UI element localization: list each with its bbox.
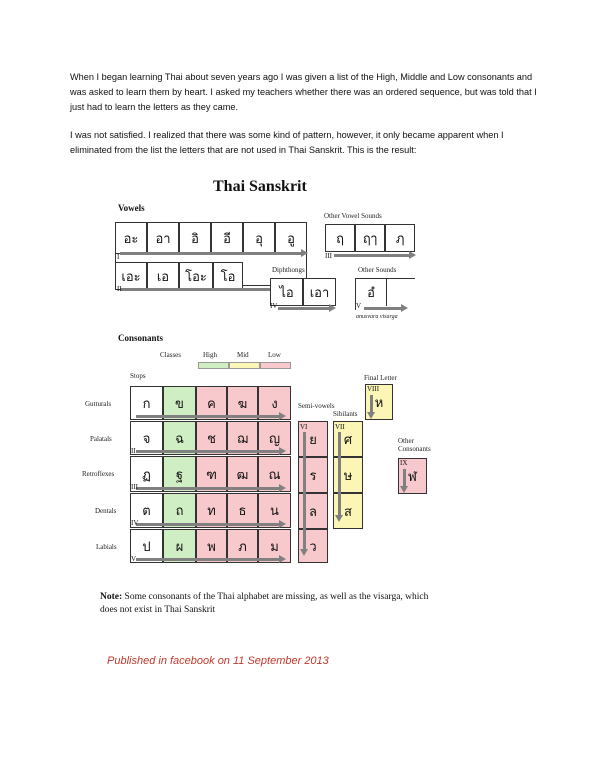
high-swatch (198, 362, 229, 369)
consonant-cell: ญ (258, 421, 291, 455)
row-label-retroflexes: Retroflexes (82, 470, 115, 478)
consonant-cell: ถ (163, 493, 196, 528)
note-label: Note: (100, 592, 123, 602)
low-class-label: Low (268, 351, 281, 359)
consonant-row-numeral: V (131, 555, 137, 563)
consonant-row-arrow (136, 487, 280, 490)
vowel-cell: อี (211, 222, 243, 254)
sibilants-arrow (338, 432, 341, 516)
other-vowel-numeral: III (325, 252, 332, 260)
semi-vowels-arrow (303, 432, 306, 550)
vowel-cell: เอะ (115, 262, 147, 290)
other-sounds-label: Other Sounds (358, 266, 397, 274)
consonant-cell: ธ (227, 493, 258, 528)
vowel-row1-arrow (120, 252, 302, 255)
consonant-cell: ง (258, 386, 291, 420)
sibilant-cell: ศ (333, 421, 363, 457)
consonant-cell: ฉ (163, 421, 196, 455)
mid-swatch (229, 362, 260, 369)
diphthong-numeral: IV (270, 302, 278, 310)
mid-class-label: Mid (237, 351, 249, 359)
final-letter-numeral: VIII (367, 385, 380, 393)
vowel-cell: โอะ (179, 262, 213, 290)
consonant-cell: ม (258, 529, 291, 563)
other-vowel-arrow (334, 254, 410, 257)
high-class-label: High (203, 351, 217, 359)
consonant-cell: ฆ (227, 386, 258, 420)
consonant-cell: ค (196, 386, 227, 420)
consonant-row-numeral: III (131, 483, 138, 491)
consonant-row-numeral: II (131, 447, 136, 455)
vowel-cell: อา (147, 222, 179, 254)
other-vowel-cell: ฦ (385, 224, 415, 252)
diphthong-cell: เอา (303, 278, 336, 306)
other-consonants-arrow (403, 469, 406, 487)
other-sound-cell: อํ (355, 278, 387, 306)
other-sounds-sublabel: anusvara visarga (356, 314, 398, 320)
published-line: Published in facebook on 11 September 2013 (107, 655, 329, 667)
diphthong-cell: ไอ (270, 278, 303, 306)
other-consonant-cell: ฬ (398, 458, 427, 494)
other-consonants-numeral: IX (400, 459, 408, 467)
row-label-gutturals: Gutturals (85, 400, 112, 408)
consonant-row-arrow (136, 558, 280, 561)
consonant-cell: ฑ (196, 456, 227, 492)
final-letter-cell: ห (365, 384, 393, 420)
diagram-note (100, 591, 440, 617)
consonant-cell: ก (130, 386, 163, 420)
other-vowel-cell: ฤๅ (355, 224, 385, 252)
vowels-heading: Vowels (118, 203, 145, 213)
final-letter-label: Final Letter (364, 374, 397, 382)
consonant-row-arrow (136, 415, 280, 418)
consonant-cell: ท (196, 493, 227, 528)
consonant-cell: ฐ (163, 456, 196, 492)
diagram-title: Thai Sanskrit (213, 178, 307, 195)
vowel-cell: เอ (147, 262, 179, 290)
consonant-cell: ฌ (227, 421, 258, 455)
classes-label: Classes (160, 351, 181, 359)
semi-vowel-cell: ว (298, 529, 328, 563)
note-text: Some consonants of the Thai alphabet are missing, as well as the visarga, which does not exist in Thai Sanskrit (100, 592, 429, 615)
diphthong-arrow (278, 307, 330, 310)
other-sounds-arrow (364, 307, 402, 310)
consonant-cell: ฒ (227, 456, 258, 492)
other-sounds-numeral: V (356, 302, 362, 310)
intro-paragraph: When I began learning Thai about seven years ago I was given a list of the High, Middle and Low consonants and was asked to learn them by heart. I asked my teachers whether there was an ordered sequence, but was told that I just had to learn the letters as they came. (70, 72, 537, 112)
vowel-row1-numeral: I (117, 253, 120, 261)
sibilant-cell: ส (333, 493, 363, 529)
other-vowel-sounds-label: Other Vowel Sounds (324, 212, 382, 220)
semi-vowel-cell: ล (298, 493, 328, 529)
semi-vowel-cell: ย (298, 421, 328, 457)
row-label-palatals: Palatals (90, 435, 112, 443)
consonant-cell: น (258, 493, 291, 528)
result-paragraph: I was not satisfied. I realized that there was some kind of pattern, however, it only became apparent when I eliminated from the list the letters that are not used in Thai Sanskrit. This is the result: (70, 130, 504, 155)
vowel-cell: อู (275, 222, 307, 254)
consonant-cell: พ (196, 529, 227, 563)
semi-vowels-numeral: VI (300, 423, 308, 431)
row-label-dentals: Dentals (95, 507, 117, 515)
other-consonants-label: Other Consonants (398, 437, 431, 453)
consonant-row-numeral: IV (131, 519, 139, 527)
consonant-cell: จ (130, 421, 163, 455)
low-swatch (260, 362, 291, 369)
sibilants-label: Sibilants (333, 410, 358, 418)
consonant-row-arrow (136, 450, 280, 453)
consonant-cell: ข (163, 386, 196, 420)
diphthongs-label: Diphthongs (272, 266, 305, 274)
semi-vowel-cell: ร (298, 457, 328, 493)
vowel-cell: อุ (243, 222, 275, 254)
vowel-cell: อิ (179, 222, 211, 254)
vowel-row2-numeral: II (117, 285, 122, 293)
vowel-cell: โอ (213, 262, 243, 290)
sibilant-cell: ษ (333, 457, 363, 493)
vowel-cell: อะ (115, 222, 147, 254)
consonants-heading: Consonants (118, 333, 164, 343)
sibilants-numeral: VII (335, 423, 345, 431)
other-vowel-cell: ฤ (325, 224, 355, 252)
row-label-labials: Labials (96, 543, 117, 551)
consonant-cell: ณ (258, 456, 291, 492)
consonant-cell: ภ (227, 529, 258, 563)
stops-label: Stops (130, 372, 146, 380)
consonant-cell: ฏ (130, 456, 163, 492)
consonant-cell: ป (130, 529, 163, 563)
consonant-row-arrow (136, 523, 280, 526)
consonant-cell: ผ (163, 529, 196, 563)
semi-vowels-label: Semi-vowels (298, 402, 335, 410)
final-letter-arrow (370, 395, 373, 413)
consonant-cell: ต (130, 493, 163, 528)
consonant-cell: ช (196, 421, 227, 455)
